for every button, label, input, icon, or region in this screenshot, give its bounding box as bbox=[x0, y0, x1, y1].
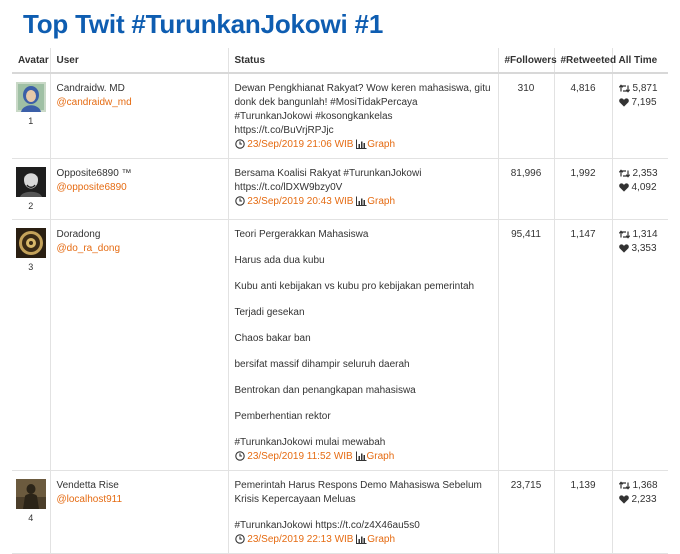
heart-icon bbox=[619, 495, 629, 504]
status-text bbox=[235, 167, 492, 195]
bar-chart-icon bbox=[356, 534, 367, 544]
header-followers[interactable]: #Followers bbox=[498, 48, 554, 73]
alltime-cell bbox=[612, 471, 668, 554]
status-line: Bersama Koalisi Rakyat #TurunkanJokowi https://t.co/lDXW9bzy0V bbox=[234, 168, 422, 193]
alltime-cell bbox=[612, 159, 668, 220]
alltime-cell bbox=[612, 73, 668, 159]
rank-number: 4 bbox=[28, 513, 34, 523]
avatar[interactable] bbox=[16, 479, 46, 509]
clock-icon bbox=[235, 534, 245, 544]
retweet-icon bbox=[619, 169, 630, 178]
alltime-retweets bbox=[619, 479, 663, 493]
header-retweeted[interactable]: #Retweeted bbox=[554, 48, 612, 73]
rank-number: 3 bbox=[28, 262, 34, 272]
header-alltime[interactable]: All Time bbox=[612, 48, 668, 73]
status-line: Harus ada dua kubu bbox=[234, 255, 325, 266]
header-row bbox=[12, 48, 668, 73]
followers-cell: 23,715 bbox=[498, 471, 554, 554]
status-line: Terjadi gesekan bbox=[234, 307, 305, 318]
status-line: Dewan Pengkhianat Rakyat? Wow keren mahasiswa, gitu donk dek bangunlah! #MosiTidakPercaya #TurunkanJokowi #kosongkankelas https://t.co/BuVrjRPJjc bbox=[234, 83, 491, 136]
user-cell bbox=[50, 471, 228, 554]
alltime-retweets bbox=[619, 228, 663, 242]
clock-icon bbox=[235, 139, 245, 149]
heart-icon bbox=[619, 244, 629, 253]
retweeted-cell: 1,139 bbox=[554, 471, 612, 554]
avatar[interactable] bbox=[16, 167, 46, 197]
retweet-count: 2,353 bbox=[632, 168, 658, 179]
status-line: Pemberhentian rektor bbox=[234, 411, 331, 422]
alltime-likes bbox=[619, 242, 663, 256]
header-status[interactable]: Status bbox=[228, 48, 498, 73]
heart-icon bbox=[619, 98, 629, 107]
tweet-date[interactable]: 23/Sep/2019 22:13 WIB bbox=[247, 534, 354, 545]
like-count: 4,092 bbox=[631, 182, 657, 193]
user-name: Vendetta Rise bbox=[56, 480, 119, 491]
bar-chart-icon bbox=[356, 196, 367, 206]
rank-number: 1 bbox=[28, 116, 34, 126]
user-handle[interactable]: @do_ra_dong bbox=[56, 243, 121, 254]
alltime-likes bbox=[619, 181, 663, 195]
bar-chart-icon bbox=[356, 451, 367, 461]
status-text bbox=[235, 228, 492, 450]
retweeted-cell: 1,147 bbox=[554, 220, 612, 471]
status-cell bbox=[228, 471, 498, 554]
tweets-table bbox=[12, 48, 668, 554]
user-name: Candraidw. MD bbox=[56, 83, 125, 94]
header-avatar[interactable]: Avatar bbox=[12, 48, 50, 73]
retweeted-cell: 1,992 bbox=[554, 159, 612, 220]
retweet-count: 5,871 bbox=[632, 83, 658, 94]
like-count: 7,195 bbox=[631, 97, 657, 108]
tweet-date[interactable]: 23/Sep/2019 11:52 WIB bbox=[247, 451, 353, 462]
page-title: Top Twit #TurunkanJokowi #1 bbox=[23, 9, 384, 39]
status-line: Teori Pergerakkan Mahasiswa bbox=[234, 229, 369, 240]
heart-icon bbox=[619, 183, 629, 192]
followers-cell: 81,996 bbox=[498, 159, 554, 220]
tweet-meta bbox=[235, 196, 396, 207]
avatar-cell bbox=[12, 159, 50, 220]
graph-link[interactable]: Graph bbox=[367, 196, 396, 207]
bar-chart-icon bbox=[356, 139, 367, 149]
like-count: 3,353 bbox=[631, 243, 657, 254]
retweet-count: 1,314 bbox=[632, 229, 658, 240]
clock-icon bbox=[235, 196, 245, 206]
user-handle[interactable]: @opposite6890 bbox=[56, 182, 127, 193]
alltime-retweets bbox=[619, 167, 663, 181]
retweet-icon bbox=[619, 230, 630, 239]
user-handle[interactable]: @candraidw_md bbox=[56, 97, 132, 108]
status-text bbox=[235, 479, 492, 533]
tweet-meta bbox=[235, 534, 396, 545]
user-name: Opposite6890 ™ bbox=[56, 168, 132, 179]
status-line: Bentrokan dan penangkapan mahasiswa bbox=[234, 385, 416, 396]
status-line: #TurunkanJokowi https://t.co/z4X46au5s0 bbox=[234, 520, 420, 531]
clock-icon bbox=[235, 451, 245, 461]
retweeted-cell: 4,816 bbox=[554, 73, 612, 159]
alltime-likes bbox=[619, 493, 663, 507]
tweet-meta bbox=[235, 451, 395, 462]
status-cell bbox=[228, 159, 498, 220]
status-line: Chaos bakar ban bbox=[234, 333, 311, 344]
followers-cell: 95,411 bbox=[498, 220, 554, 471]
tweet-date[interactable]: 23/Sep/2019 21:06 WIB bbox=[247, 139, 354, 150]
status-line: Kubu anti kebijakan vs kubu pro kebijakan pemerintah bbox=[234, 281, 475, 292]
table-row bbox=[12, 73, 668, 159]
user-handle[interactable]: @localhost911 bbox=[56, 494, 123, 505]
tweet-meta bbox=[235, 139, 396, 150]
table-row bbox=[12, 159, 668, 220]
retweet-count: 1,368 bbox=[632, 480, 658, 491]
status-text bbox=[235, 82, 492, 138]
table-row bbox=[12, 471, 668, 554]
avatar[interactable] bbox=[16, 228, 46, 258]
user-cell bbox=[50, 159, 228, 220]
followers-cell: 310 bbox=[498, 73, 554, 159]
rank-number: 2 bbox=[28, 201, 34, 211]
alltime-likes bbox=[619, 96, 663, 110]
retweet-icon bbox=[619, 481, 630, 490]
avatar-cell bbox=[12, 471, 50, 554]
avatar-cell bbox=[12, 73, 50, 159]
user-name: Doradong bbox=[56, 229, 101, 240]
status-line: #TurunkanJokowi mulai mewabah bbox=[234, 437, 386, 448]
alltime-cell bbox=[612, 220, 668, 471]
status-cell bbox=[228, 220, 498, 471]
graph-link[interactable]: Graph bbox=[367, 534, 396, 545]
header-user[interactable]: User bbox=[50, 48, 228, 73]
like-count: 2,233 bbox=[631, 494, 657, 505]
status-cell bbox=[228, 73, 498, 159]
status-line: Pemerintah Harus Respons Demo Mahasiswa Sebelum Krisis Kepercayaan Meluas bbox=[234, 480, 482, 505]
graph-link[interactable]: Graph bbox=[367, 139, 396, 150]
graph-link[interactable]: Graph bbox=[366, 451, 395, 462]
table-row bbox=[12, 220, 668, 471]
tweet-date[interactable]: 23/Sep/2019 20:43 WIB bbox=[247, 196, 354, 207]
avatar[interactable] bbox=[16, 82, 46, 112]
user-cell bbox=[50, 220, 228, 471]
avatar-cell bbox=[12, 220, 50, 471]
status-line: bersifat massif dihampir seluruh daerah bbox=[234, 359, 410, 370]
alltime-retweets bbox=[619, 82, 663, 96]
retweet-icon bbox=[619, 84, 630, 93]
user-cell bbox=[50, 73, 228, 159]
